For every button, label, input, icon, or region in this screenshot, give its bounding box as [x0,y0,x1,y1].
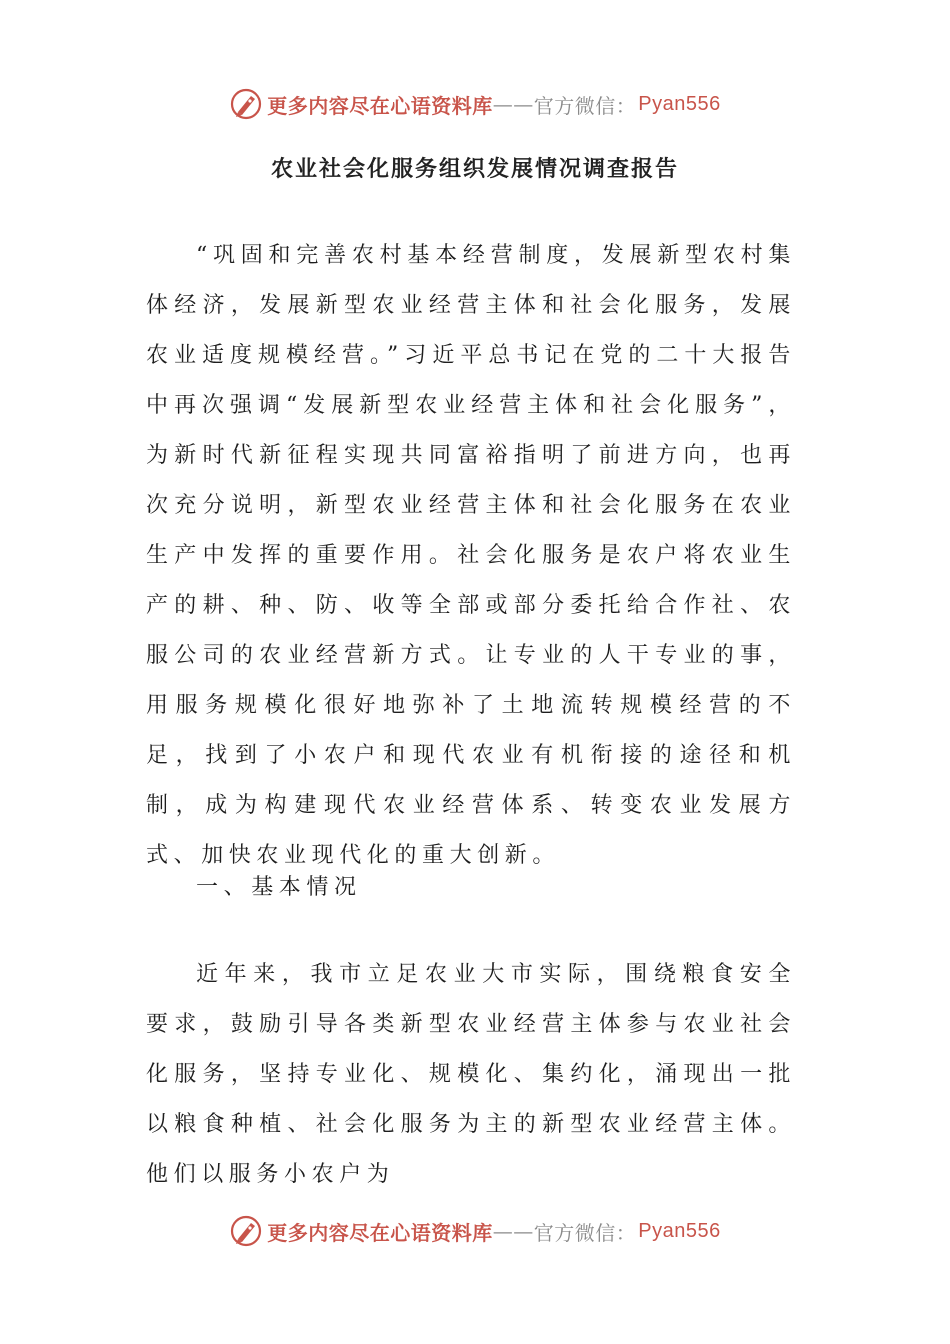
watermark-wechat-id: Pyan556 [638,1219,721,1242]
watermark-wechat-label: 官方微信： [533,93,637,118]
watermark-separator: —— [492,92,534,116]
pen-nib-logo-icon [229,87,263,121]
body-paragraph-basic-situation: 近年来，我市立足农业大市实际，围绕粮食安全要求，鼓励引导各类新型农业经营主体参与农业社会化服务，坚持专业化、规模化、集约化，涌现出一批以粮食种植、社会化服务为主的新型农业经营主体。他们以服务小农户为 [146,962,796,1187]
section-heading: 一、基本情况 [196,875,362,900]
document-title: 农业社会化服务组织发展情况调查报告 [270,157,679,182]
watermark-wechat-id: Pyan556 [638,92,721,115]
watermark-main-text: 更多内容尽在心语资料库 [267,1220,493,1245]
pen-nib-logo-icon [229,1214,263,1248]
header-watermark [0,84,950,124]
watermark-wechat-label: 官方微信： [533,1220,637,1245]
footer-watermark [0,1211,950,1251]
watermark-main-text: 更多内容尽在心语资料库 [267,93,493,118]
watermark-separator: —— [492,1219,534,1243]
body-paragraph-intro: “巩固和完善农村基本经营制度，发展新型农村集体经济，发展新型农业经营主体和社会化服务，发展农业适度规模经营。”习近平总书记在党的二十大报告中再次强调“发展新型农业经营主体和社会化服务”，为新时代新征程实现共同富裕指明了前进方向，也再次充分说明，新型农业经营主体和社会化服务在农业生产中发挥的重要作用。社会化服务是农户将农业生产的耕、种、防、收等全部或部分委托给合作社、农服公司的农业经营新方式。让专业的人干专业的事，用服务规模化很好地弥补了土地流转规模经营的不足，找到了小农户和现代农业有机衔接的途径和机制，成为构建现代农业经营体系、转变农业发展方式、加快农业现代化的重大创新。 [146,243,796,868]
